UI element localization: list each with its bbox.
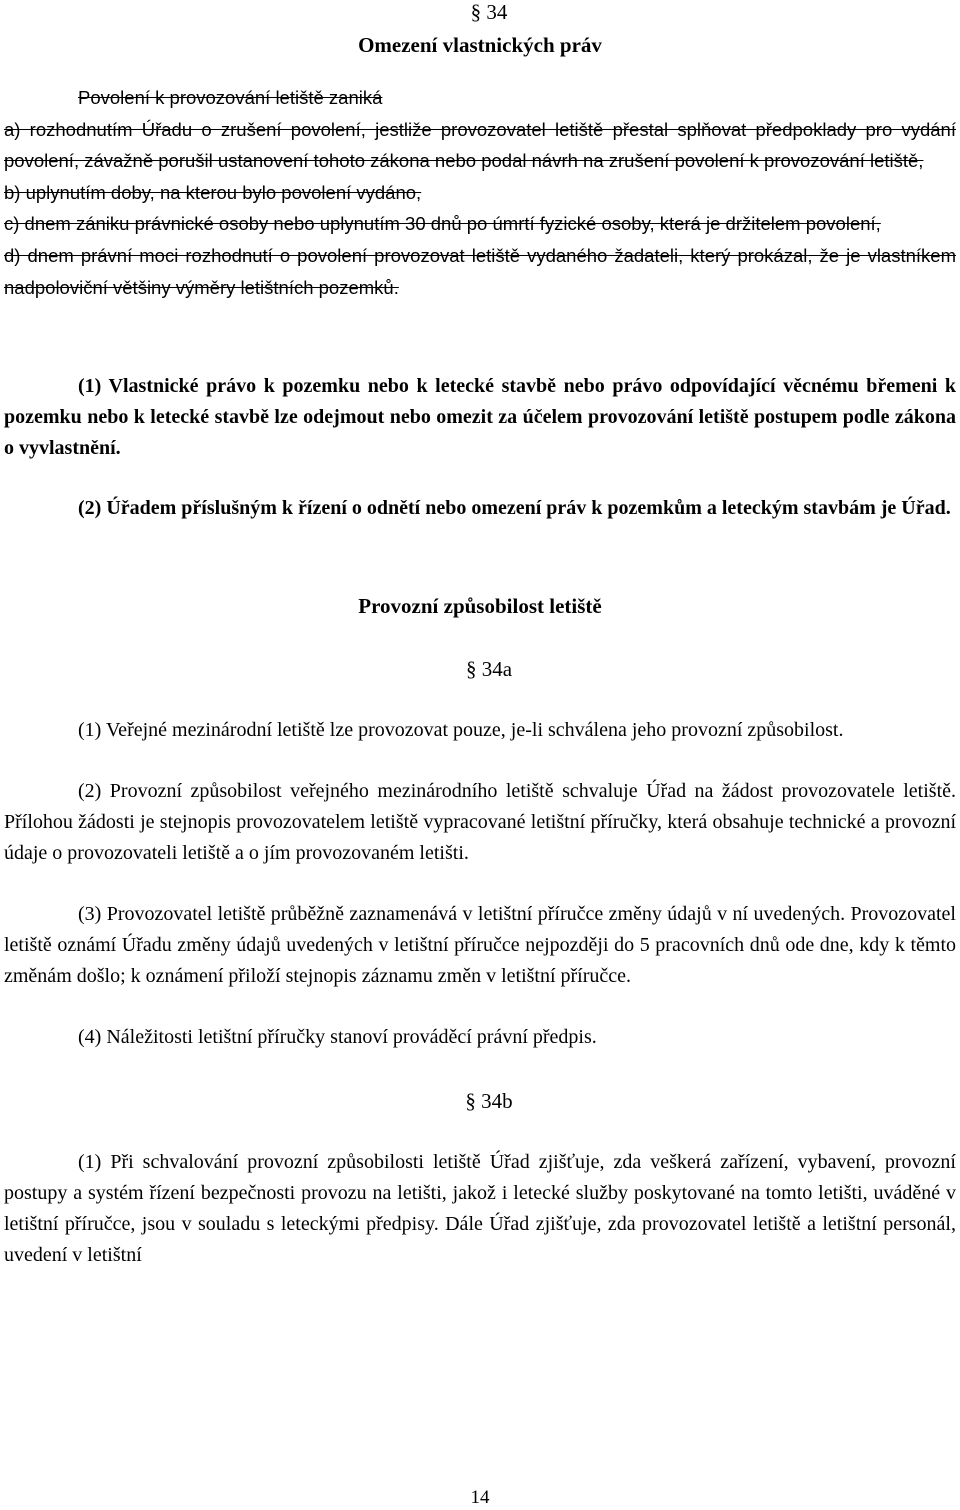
paragraph-34a-3: (3) Provozovatel letiště průběžně zaznamenává v letištní příručce změny údajů v ní uvedených. Provozovatel letiště oznámí Úřadu změny údajů uvedených v letištní příručce nejpozději do 5 pracovních dnů ode dne, kdy k těmto změnám došlo; k oznámení přiloží stejnopis záznamu změn v letištní příručce. bbox=[4, 903, 956, 988]
paragraph-34-1: (1) Vlastnické právo k pozemku nebo k letecké stavbě nebo právo odpovídající věcnému břemeni k pozemku nebo k letecké stavbě lze odejmout nebo omezit za účelem provozování letiště postupem podle zákona o vyvlastnění. bbox=[4, 375, 956, 460]
repealed-item-a: a) rozhodnutím Úřadu o zrušení povolení, jestliže provozovatel letiště přestal splňovat předpoklady pro vydání povolení, závažně porušil ustanovení tohoto zákona nebo podal návrh na zrušení povolení k provozování letiště, bbox=[4, 118, 956, 172]
paragraph-34a-1: (1) Veřejné mezinárodní letiště lze provozovat pouze, je-li schválena jeho provozní způsobilost. bbox=[78, 719, 844, 742]
heading-provozni-zpusobilost: Provozní způsobilost letiště bbox=[358, 594, 602, 619]
document-page bbox=[4, 0, 956, 1271]
page-number: 14 bbox=[470, 1487, 490, 1508]
paragraph-34a-4: (4) Náležitosti letištní příručky stanoví prováděcí právní předpis. bbox=[78, 1026, 597, 1049]
repealed-item-c: c) dnem zániku právnické osoby nebo uplynutím 30 dnů po úmrtí fyzické osoby, která je držitelem povolení, bbox=[4, 213, 881, 235]
section-title: Omezení vlastnických práv bbox=[358, 33, 602, 57]
section-number-34b: § 34b bbox=[465, 1089, 513, 1114]
repealed-item-b: b) uplynutím doby, na kterou bylo povolení vydáno, bbox=[4, 181, 422, 203]
paragraph-34a-2: (2) Provozní způsobilost veřejného mezinárodního letiště schvaluje Úřad na žádost provozovatele letiště. Přílohou žádosti je stejnopis provozovatelem letiště vypracované letištní příručky, která obsahuje technické a provozní údaje o provozovateli letiště a o jím provozovaném letišti. bbox=[4, 780, 956, 865]
paragraph-34b-1: (1) Při schvalování provozní způsobilosti letiště Úřad zjišťuje, zda veškerá zařízení, vybavení, provozní postupy a systém řízení bezpečnosti provozu na letišti, jakož i letecké služby poskytované na tomto letišti, uváděné v letištní příručce, jsou v souladu s leteckými předpisy. Dále Úřad zjišťuje, zda provozovatel letiště a letištní personál, uvedení v letištní bbox=[4, 1151, 956, 1267]
section-number-34a: § 34a bbox=[465, 657, 513, 682]
repealed-text-block bbox=[4, 82, 956, 303]
paragraph-34-2: (2) Úřadem příslušným k řízení o odnětí nebo omezení práv k pozemkům a leteckým stavbám je Úřad. bbox=[78, 497, 951, 520]
section-number-34: § 34 bbox=[470, 0, 508, 24]
repealed-intro: Povolení k provozování letiště zaniká bbox=[78, 87, 383, 108]
repealed-item-d: d) dnem právní moci rozhodnutí o povolení provozovat letiště vydaného žadateli, který prokázal, že je vlastníkem nadpoloviční většiny výměry letištních pozemků. bbox=[4, 244, 956, 298]
